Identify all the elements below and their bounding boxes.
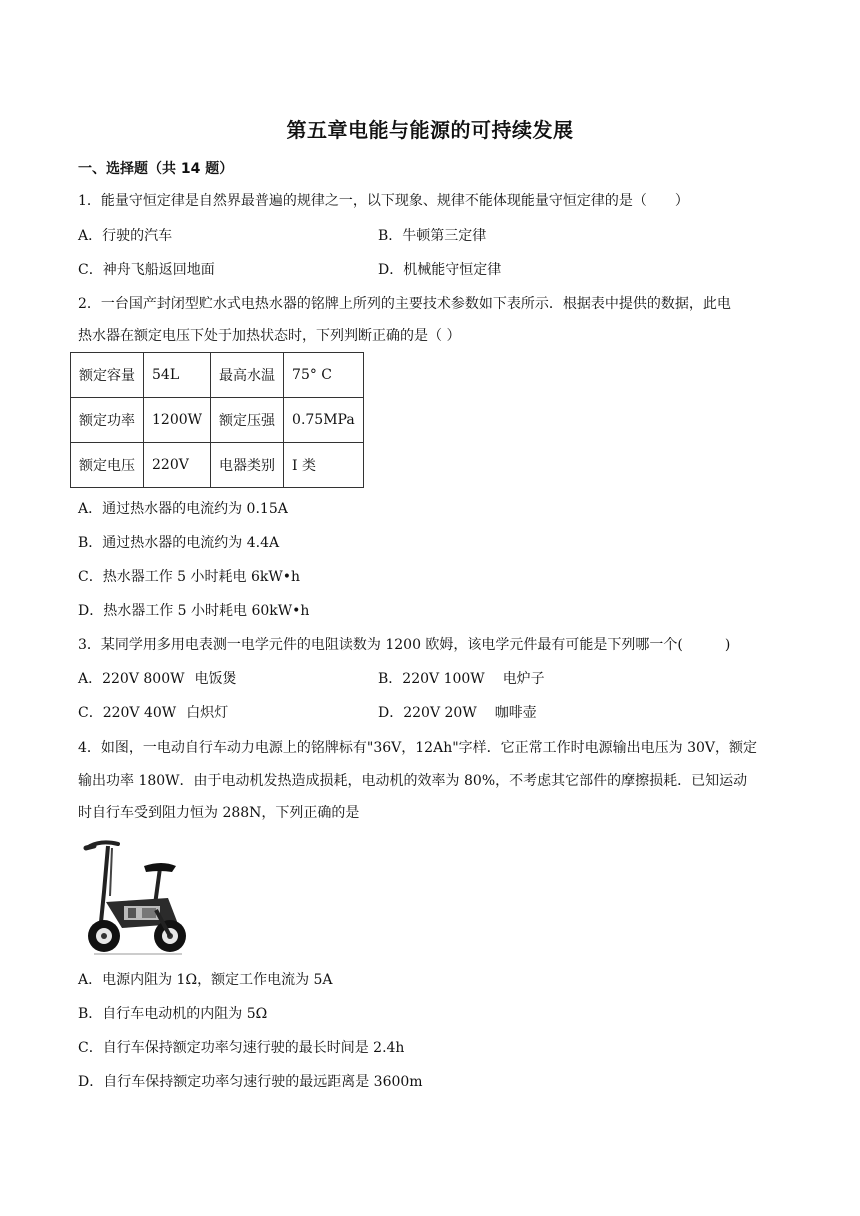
page-title: 第五章电能与能源的可持续发展 [286, 118, 574, 142]
table-row [71, 353, 364, 398]
q2-option-c: C．热水器工作 5 小时耗电 6kW•h [78, 569, 301, 585]
q4-option-c: C．自行车保持额定功率匀速行驶的最长时间是 2.4h [78, 1040, 405, 1056]
q4-stem-line2: 输出功率 180W．由于电动机发热造成损耗，电动机的效率为 80%，不考虑其它部件的摩擦损耗．已知运动 [78, 773, 748, 789]
table-row [71, 443, 364, 488]
q2-option-d: D．热水器工作 5 小时耗电 60kW•h [78, 603, 310, 619]
q4-option-b: B．自行车电动机的内阻为 5Ω [78, 1006, 268, 1022]
q3-stem: 3．某同学用多用电表测一电学元件的电阻读数为 1200 欧姆，该电学元件最有可能是下列哪一个( ) [78, 637, 731, 653]
table-cell: I 类 [284, 443, 364, 488]
q1-option-c: C．神舟飞船返回地面 [78, 262, 215, 278]
q3-option-a [78, 668, 237, 688]
q2-option-b: B．通过热水器的电流约为 4.4A [78, 535, 280, 551]
table-cell: 额定容量 [71, 353, 144, 398]
q2-stem-line2: 热水器在额定电压下处于加热状态时，下列判断正确的是（ ） [78, 328, 461, 344]
q3-option-a-device: 电饭煲 [194, 671, 237, 687]
electric-bicycle-image [82, 836, 192, 956]
table-cell: 电器类别 [211, 443, 284, 488]
table-cell: 额定功率 [71, 398, 144, 443]
q4-stem-line1: 4．如图，一电动自行车动力电源上的铭牌标有"36V，12Ah"字样．它正常工作时电源输出电压为 30V，额定 [78, 740, 758, 756]
q3-option-a-spec: A．220V 800W [78, 671, 185, 687]
table-cell: 54L [144, 353, 211, 398]
table-cell: 额定压强 [211, 398, 284, 443]
table-cell: 0.75MPa [284, 398, 364, 443]
table-row [71, 398, 364, 443]
q1-option-a: A．行驶的汽车 [78, 228, 173, 244]
q3-option-b-spec: B．220V 100W [378, 671, 485, 687]
q2-stem-line1: 2．一台国产封闭型贮水式电热水器的铭牌上所列的主要技术参数如下表所示．根据表中提供的数据，此电 [78, 296, 731, 312]
table-cell: 额定电压 [71, 443, 144, 488]
q3-option-b [378, 668, 545, 688]
q1-option-b: B．牛顿第三定律 [378, 228, 487, 244]
q4-option-a: A．电源内阻为 1Ω，额定工作电流为 5A [78, 972, 333, 988]
q3-option-d-device: 咖啡壶 [494, 705, 537, 721]
q3-option-c-device: 白炽灯 [186, 705, 229, 721]
table-cell: 75° C [284, 353, 364, 398]
q4-option-d: D．自行车保持额定功率匀速行驶的最远距离是 3600m [78, 1074, 423, 1090]
table-cell: 1200W [144, 398, 211, 443]
q3-option-d-spec: D．220V 20W [378, 705, 477, 721]
q2-option-a: A．通过热水器的电流约为 0.15A [78, 501, 288, 517]
q3-option-b-device: 电炉子 [502, 671, 545, 687]
section-heading: 一、选择题（共 14 题） [78, 161, 234, 177]
q4-stem-line3: 时自行车受到阻力恒为 288N，下列正确的是 [78, 805, 360, 821]
q3-option-d [378, 702, 537, 722]
q3-option-c-spec: C．220V 40W [78, 705, 177, 721]
table-cell: 最高水温 [211, 353, 284, 398]
spec-table [70, 352, 364, 488]
q1-option-d: D．机械能守恒定律 [378, 262, 502, 278]
table-cell: 220V [144, 443, 211, 488]
q3-option-c [78, 702, 228, 722]
q1-stem: 1．能量守恒定律是自然界最普遍的规律之一，以下现象、规律不能体现能量守恒定律的是（ ） [78, 193, 689, 209]
